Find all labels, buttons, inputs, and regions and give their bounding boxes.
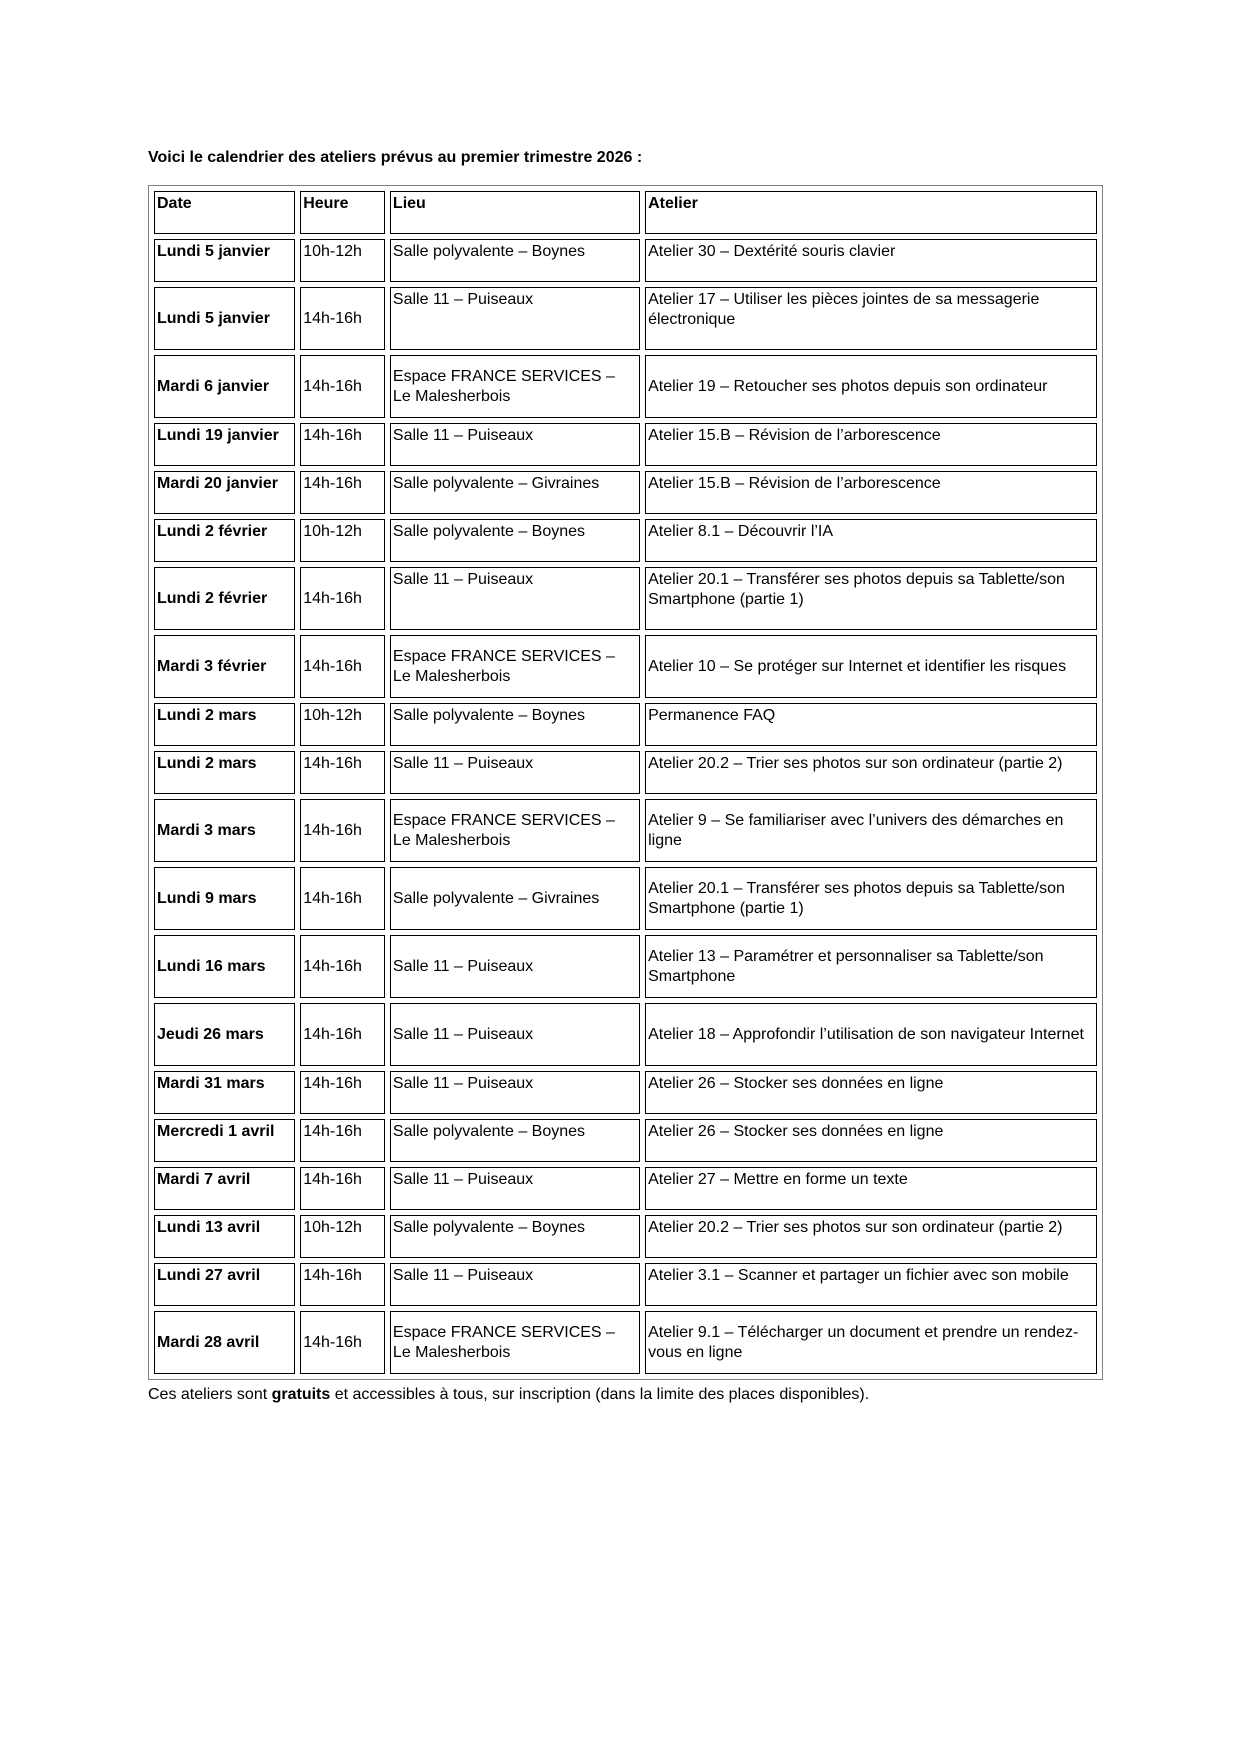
cell-lieu: Salle polyvalente – Boynes (390, 1215, 640, 1258)
cell-date: Mardi 31 mars (154, 1071, 295, 1114)
table-row (154, 703, 1097, 746)
cell-atelier: Atelier 30 – Dextérité souris clavier (645, 239, 1097, 282)
cell-heure: 14h-16h (300, 867, 385, 930)
table-row (154, 935, 1097, 998)
header-heure: Heure (300, 191, 385, 234)
cell-lieu: Salle 11 – Puiseaux (390, 567, 640, 630)
cell-atelier: Permanence FAQ (645, 703, 1097, 746)
cell-atelier: Atelier 20.1 – Transférer ses photos depuis sa Tablette/son Smartphone (partie 1) (645, 567, 1097, 630)
cell-lieu: Espace FRANCE SERVICES – Le Malesherbois (390, 355, 640, 418)
cell-date: Mercredi 1 avril (154, 1119, 295, 1162)
table-row (154, 1071, 1097, 1114)
table-row (154, 1003, 1097, 1066)
table-header-row (154, 191, 1097, 234)
table-row (154, 799, 1097, 862)
cell-date: Mardi 7 avril (154, 1167, 295, 1210)
cell-heure: 10h-12h (300, 1215, 385, 1258)
header-lieu: Lieu (390, 191, 640, 234)
cell-atelier: Atelier 26 – Stocker ses données en ligne (645, 1119, 1097, 1162)
table-row (154, 355, 1097, 418)
cell-date: Lundi 16 mars (154, 935, 295, 998)
cell-heure: 14h-16h (300, 567, 385, 630)
cell-date: Lundi 13 avril (154, 1215, 295, 1258)
table-row (154, 1263, 1097, 1306)
cell-heure: 14h-16h (300, 1119, 385, 1162)
cell-lieu: Salle polyvalente – Boynes (390, 239, 640, 282)
cell-date: Mardi 3 février (154, 635, 295, 698)
cell-date: Mardi 3 mars (154, 799, 295, 862)
cell-atelier: Atelier 20.2 – Trier ses photos sur son ordinateur (partie 2) (645, 1215, 1097, 1258)
table-row (154, 567, 1097, 630)
table-row (154, 1119, 1097, 1162)
cell-date: Lundi 2 février (154, 567, 295, 630)
cell-lieu: Salle 11 – Puiseaux (390, 1167, 640, 1210)
footer-note (148, 1385, 869, 1405)
cell-date: Lundi 2 mars (154, 703, 295, 746)
cell-lieu: Salle 11 – Puiseaux (390, 751, 640, 794)
cell-date: Lundi 5 janvier (154, 287, 295, 350)
table-row (154, 751, 1097, 794)
cell-lieu: Espace FRANCE SERVICES – Le Malesherbois (390, 799, 640, 862)
cell-atelier: Atelier 15.B – Révision de l’arborescence (645, 423, 1097, 466)
cell-atelier: Atelier 27 – Mettre en forme un texte (645, 1167, 1097, 1210)
cell-heure: 14h-16h (300, 1167, 385, 1210)
cell-heure: 10h-12h (300, 519, 385, 562)
cell-lieu: Salle polyvalente – Givraines (390, 471, 640, 514)
cell-lieu: Espace FRANCE SERVICES – Le Malesherbois (390, 1311, 640, 1374)
cell-atelier: Atelier 9.1 – Télécharger un document et prendre un rendez-vous en ligne (645, 1311, 1097, 1374)
cell-date: Lundi 19 janvier (154, 423, 295, 466)
cell-heure: 14h-16h (300, 635, 385, 698)
footer-text-bold: gratuits (271, 1386, 331, 1403)
header-date: Date (154, 191, 295, 234)
footer-text-before: Ces ateliers sont (148, 1386, 272, 1403)
cell-atelier: Atelier 15.B – Révision de l’arborescence (645, 471, 1097, 514)
cell-date: Mardi 6 janvier (154, 355, 295, 418)
cell-heure: 10h-12h (300, 239, 385, 282)
cell-date: Lundi 2 mars (154, 751, 295, 794)
table-row (154, 287, 1097, 350)
cell-heure: 14h-16h (300, 1071, 385, 1114)
cell-atelier: Atelier 19 – Retoucher ses photos depuis son ordinateur (645, 355, 1097, 418)
cell-lieu: Salle 11 – Puiseaux (390, 423, 640, 466)
table-row (154, 1167, 1097, 1210)
cell-atelier: Atelier 3.1 – Scanner et partager un fichier avec son mobile (645, 1263, 1097, 1306)
table-row (154, 635, 1097, 698)
workshop-schedule-table (148, 185, 1103, 1380)
header-atelier: Atelier (645, 191, 1097, 234)
cell-lieu: Espace FRANCE SERVICES – Le Malesherbois (390, 635, 640, 698)
cell-lieu: Salle 11 – Puiseaux (390, 935, 640, 998)
table-row (154, 1215, 1097, 1258)
cell-heure: 14h-16h (300, 751, 385, 794)
cell-atelier: Atelier 10 – Se protéger sur Internet et identifier les risques (645, 635, 1097, 698)
footer-text-after: et accessibles à tous, sur inscription (dans la limite des places disponibles). (330, 1386, 870, 1403)
cell-lieu: Salle polyvalente – Boynes (390, 1119, 640, 1162)
cell-atelier: Atelier 9 – Se familiariser avec l’univers des démarches en ligne (645, 799, 1097, 862)
cell-lieu: Salle polyvalente – Givraines (390, 867, 640, 930)
cell-heure: 14h-16h (300, 471, 385, 514)
table-row (154, 867, 1097, 930)
cell-lieu: Salle 11 – Puiseaux (390, 1263, 640, 1306)
cell-date: Jeudi 26 mars (154, 1003, 295, 1066)
cell-atelier: Atelier 13 – Paramétrer et personnaliser sa Tablette/son Smartphone (645, 935, 1097, 998)
table-row (154, 519, 1097, 562)
cell-heure: 14h-16h (300, 1311, 385, 1374)
cell-lieu: Salle 11 – Puiseaux (390, 1003, 640, 1066)
table-row (154, 239, 1097, 282)
cell-heure: 14h-16h (300, 1003, 385, 1066)
cell-date: Lundi 2 février (154, 519, 295, 562)
cell-atelier: Atelier 20.2 – Trier ses photos sur son ordinateur (partie 2) (645, 751, 1097, 794)
cell-heure: 14h-16h (300, 423, 385, 466)
cell-date: Lundi 9 mars (154, 867, 295, 930)
cell-lieu: Salle 11 – Puiseaux (390, 1071, 640, 1114)
cell-atelier: Atelier 26 – Stocker ses données en ligne (645, 1071, 1097, 1114)
cell-atelier: Atelier 20.1 – Transférer ses photos depuis sa Tablette/son Smartphone (partie 1) (645, 867, 1097, 930)
intro-heading: Voici le calendrier des ateliers prévus au premier trimestre 2026 : (148, 149, 643, 166)
cell-heure: 14h-16h (300, 1263, 385, 1306)
cell-atelier: Atelier 18 – Approfondir l’utilisation de son navigateur Internet (645, 1003, 1097, 1066)
cell-atelier: Atelier 17 – Utiliser les pièces jointes de sa messagerie électronique (645, 287, 1097, 350)
cell-date: Mardi 28 avril (154, 1311, 295, 1374)
cell-lieu: Salle 11 – Puiseaux (390, 287, 640, 350)
cell-heure: 10h-12h (300, 703, 385, 746)
cell-heure: 14h-16h (300, 935, 385, 998)
cell-heure: 14h-16h (300, 287, 385, 350)
cell-date: Mardi 20 janvier (154, 471, 295, 514)
cell-heure: 14h-16h (300, 799, 385, 862)
table-row (154, 471, 1097, 514)
cell-date: Lundi 5 janvier (154, 239, 295, 282)
cell-atelier: Atelier 8.1 – Découvrir l’IA (645, 519, 1097, 562)
cell-date: Lundi 27 avril (154, 1263, 295, 1306)
table-row (154, 1311, 1097, 1374)
cell-lieu: Salle polyvalente – Boynes (390, 519, 640, 562)
table-row (154, 423, 1097, 466)
cell-lieu: Salle polyvalente – Boynes (390, 703, 640, 746)
cell-heure: 14h-16h (300, 355, 385, 418)
